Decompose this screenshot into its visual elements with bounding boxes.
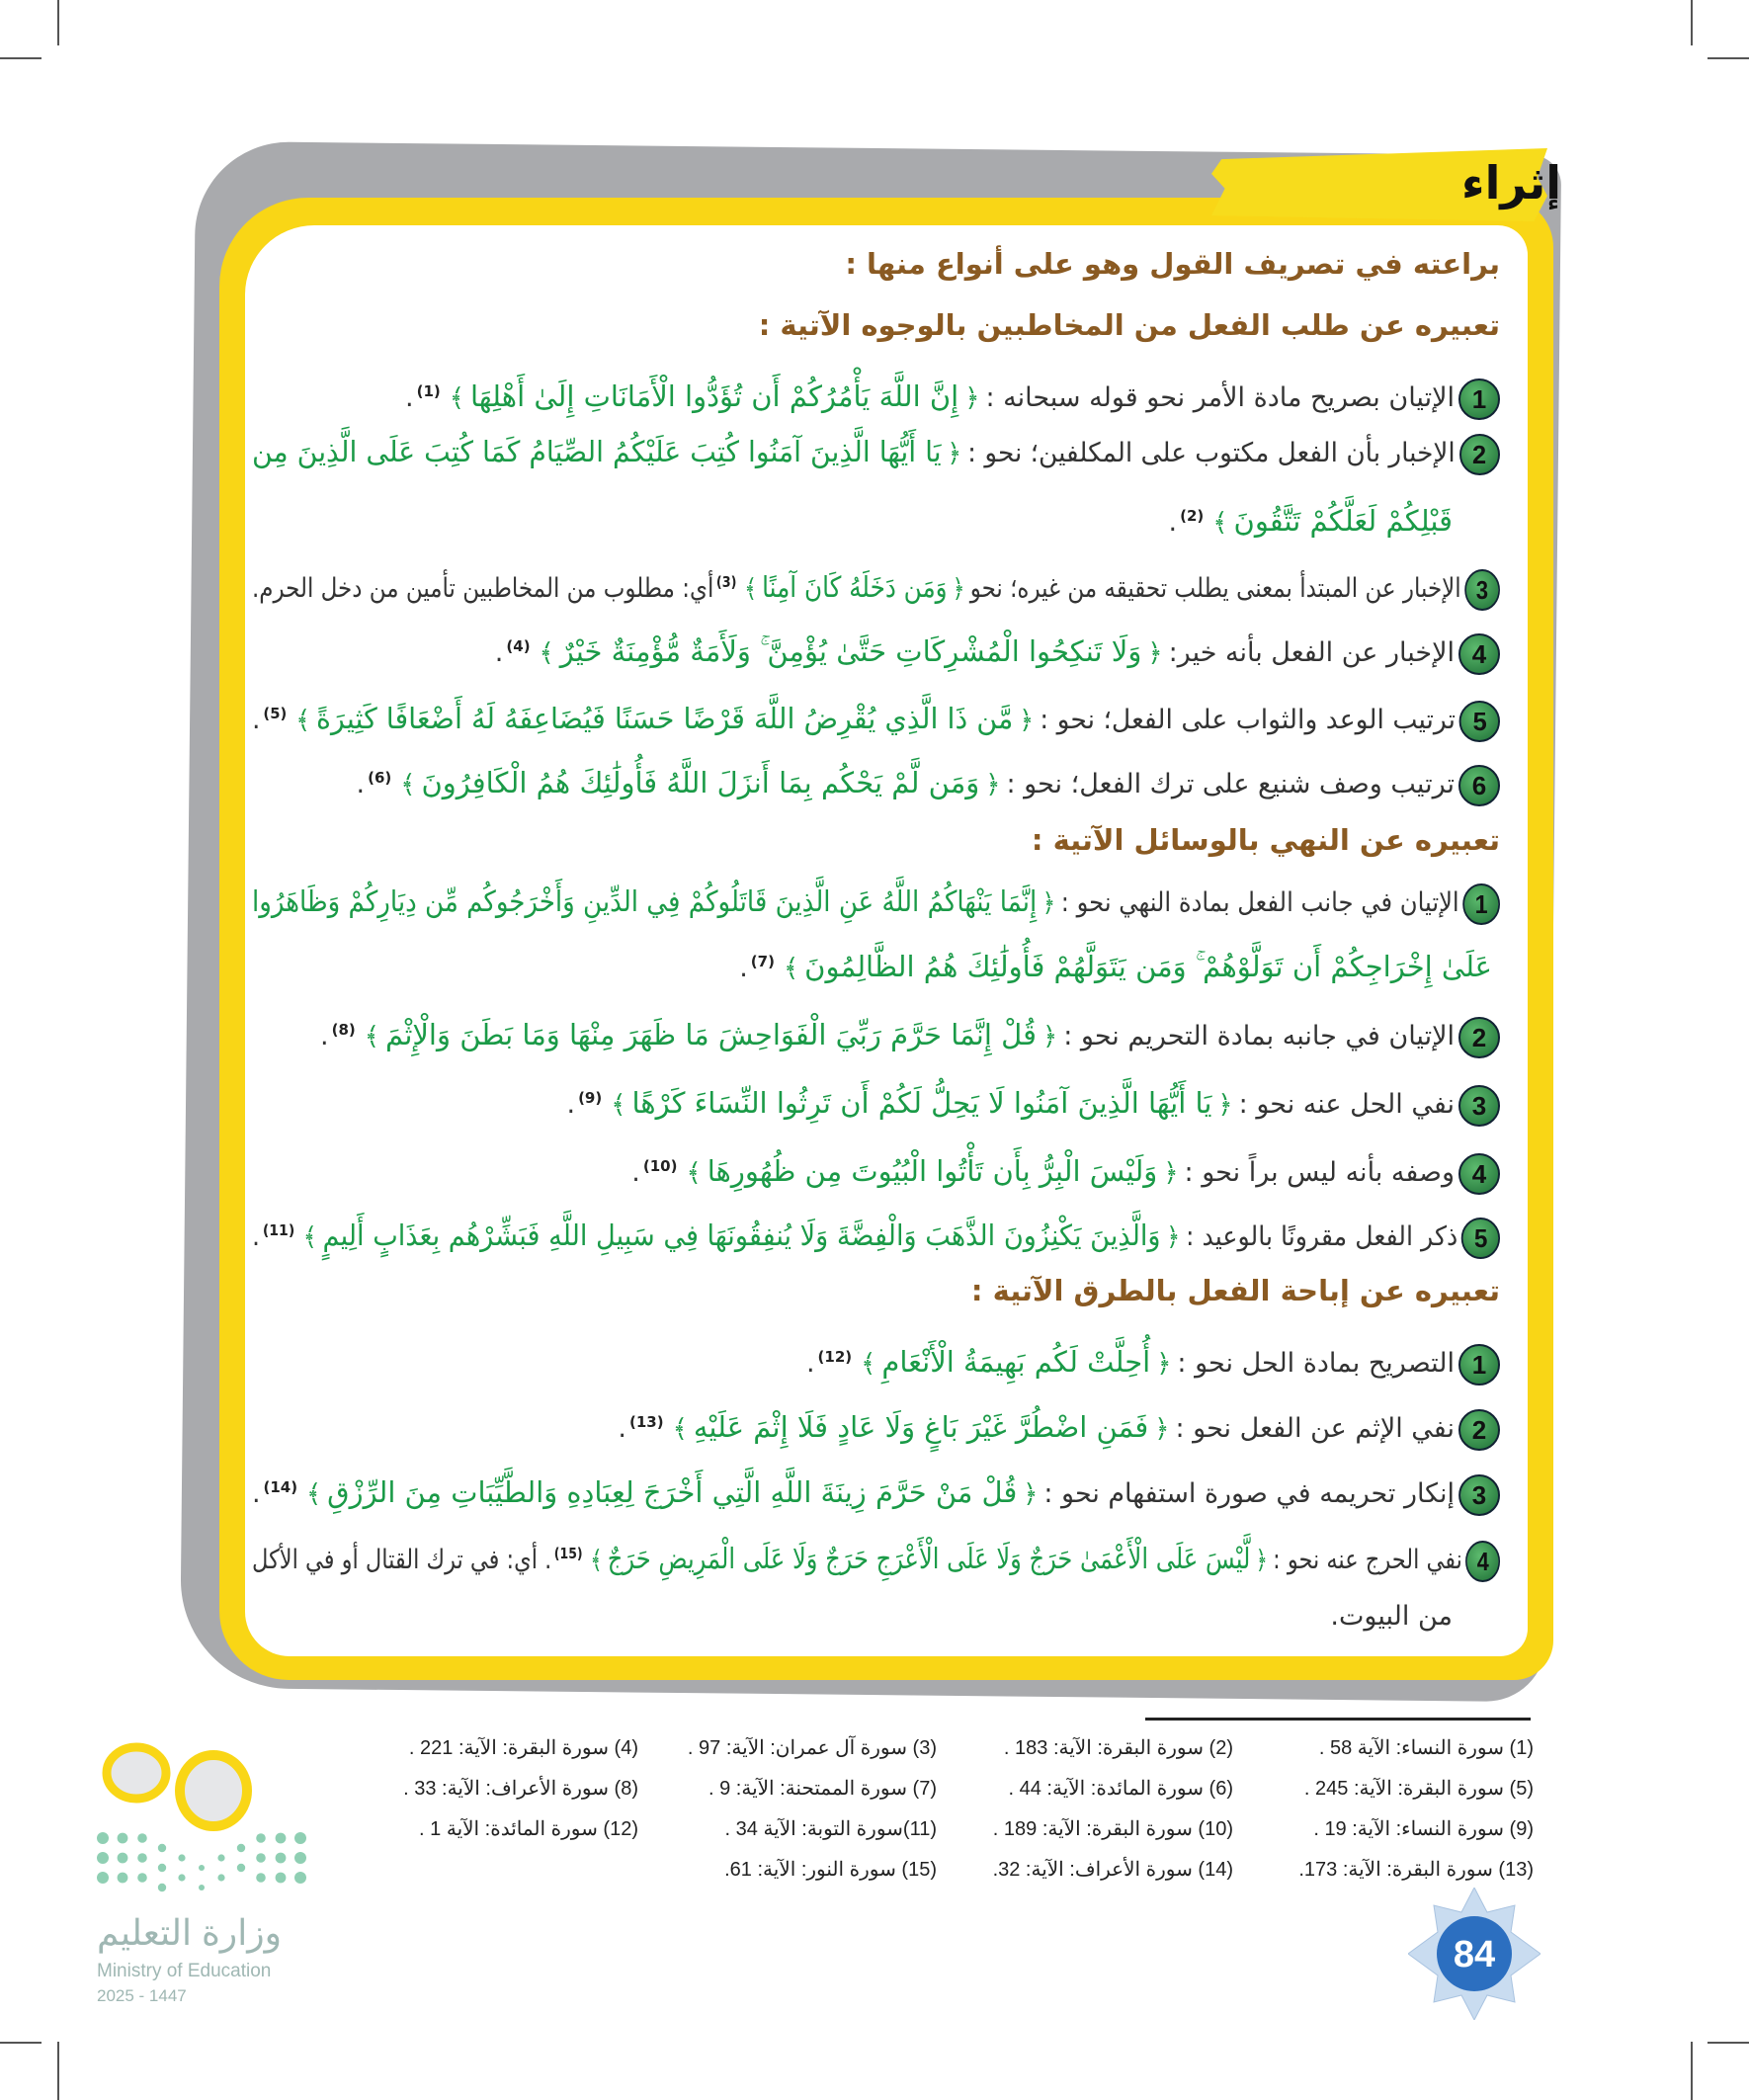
logo-dot [276, 1873, 287, 1884]
list-item [252, 690, 1500, 737]
crop-mark [0, 57, 42, 59]
logo-dot [294, 1852, 306, 1864]
quran-verse: قُلْ إِنَّمَا حَرَّمَ رَبِّيَ الْفَوَاحِشَ مَا ظَهَرَ مِنْهَا وَمَا بَطَنَ وَالْإِثْمَ [385, 1018, 1037, 1051]
footnote-ref: (2) [1180, 507, 1205, 525]
item-text: الإخبار بأن الفعل مكتوب على المكلفين؛ نحو : [967, 438, 1457, 468]
footnote-item: (1) سورة النساء: الآية 58 . [1318, 1737, 1534, 1759]
ministry-name-arabic: وزارة التعليم [97, 1912, 282, 1953]
item-number-badge: 2 [1458, 1409, 1500, 1451]
logo-dot [276, 1853, 287, 1864]
item-number-badge: 3 [1458, 1474, 1500, 1516]
verse-close-bracket: ﴾ [686, 1158, 702, 1188]
item-suffix: . [356, 769, 366, 799]
crop-mark [57, 2042, 59, 2100]
item-text: الإتيان في جانبه بمادة التحريم نحو : [1063, 1021, 1455, 1051]
list-item [618, 1398, 1500, 1446]
footnote-ref: (11) [262, 1221, 294, 1239]
logo-dot [256, 1833, 266, 1843]
item-suffix: . [618, 1413, 626, 1444]
list-item [495, 623, 1500, 670]
item-suffix: . [320, 1021, 329, 1051]
logo-dot [97, 1872, 109, 1884]
item-text: ترتيب وصف شنيع على ترك الفعل؛ نحو : [1006, 769, 1455, 799]
footnote-ref: (12) [817, 1348, 853, 1366]
verse-close-bracket: ﴾ [744, 574, 758, 604]
item-text: الإخبار عن المبتدأ بمعنى يطلب تحقيقه من غيره؛ نحو [969, 573, 1461, 604]
verse-close-bracket: ﴾ [294, 706, 310, 735]
logo-dot [237, 1864, 245, 1872]
item-suffix: . [404, 382, 414, 413]
logo-dot [97, 1832, 109, 1844]
verse-open-bracket: ﴿ [1163, 1158, 1179, 1188]
verse-open-bracket: ﴿ [1217, 1090, 1233, 1120]
item-number-badge: 6 [1458, 765, 1500, 806]
verse-close-bracket: ﴾ [611, 1090, 626, 1120]
footnote-ref: (15) [553, 1545, 583, 1562]
logo-dot [237, 1844, 245, 1852]
quran-verse: أُحِلَّتْ لَكُم بَهِيمَةُ الْأَنْعَامِ [881, 1345, 1151, 1379]
verse-open-bracket: ﴿ [952, 574, 965, 604]
crop-mark [1707, 57, 1749, 59]
footnote-ref: (13) [628, 1413, 664, 1431]
quran-verse-continuation: قَبْلِكُمْ لَعَلَّكُمْ تَتَّقُونَ [1233, 504, 1453, 538]
quran-verse: وَمَن دَخَلَهُ كَانَ آمِنًا [762, 570, 948, 604]
quran-verse: قُلْ مَنْ حَرَّمَ زِينَةَ اللَّهِ الَّتِي أَخْرَجَ لِعِبَادِهِ وَالطَّيِّبَاتِ مِنَ الرِّزْقِ [327, 1475, 1018, 1509]
quran-verse-continuation: عَلَىٰ إِخْرَاجِكُمْ أَن تَوَلَّوْهُمْ ۚ وَمَن يَتَوَلَّهُمْ فَأُولَٰئِكَ هُمُ الظَّالِمُونَ [804, 950, 1492, 983]
verse-open-bracket: ﴿ [947, 439, 962, 468]
footnote-item: (7) سورة الممتحنة: الآية: 9 . [708, 1778, 937, 1800]
ministry-name-english: Ministry of Education [97, 1961, 272, 1981]
item-suffix: أي: مطلوب من المخاطبين تأمين من دخل الحرم. [252, 573, 714, 604]
verse-open-bracket: ﴿ [985, 770, 1001, 799]
footnote-ref: (3) [716, 573, 737, 591]
list-item-continuation [1330, 1593, 1453, 1640]
item-text: نفي الحرج عنه نحو : [1272, 1545, 1462, 1575]
footnote-ref: (7) [750, 953, 775, 970]
logo-dot [137, 1833, 147, 1843]
logo-dot [137, 1853, 147, 1863]
item-text: وصفه بأنه ليس براً نحو : [1184, 1157, 1455, 1188]
item-suffix: . أي: في ترك القتال أو في الأكل [251, 1545, 552, 1575]
verse-close-bracket: ﴾ [539, 638, 554, 668]
verse-close-bracket: ﴾ [302, 1222, 317, 1252]
logo-dot [199, 1865, 205, 1871]
crop-mark [1691, 0, 1693, 45]
verse-open-bracket: ﴿ [1041, 1022, 1058, 1051]
list-item [252, 1464, 1500, 1511]
list-item [252, 1530, 1500, 1577]
quran-verse: مَّن ذَا الَّذِي يُقْرِضُ اللَّهَ قَرْضًا حَسَنًا فَيُضَاعِفَهُ لَهُ أَضْعَافًا كَثِيرَةً [315, 702, 1013, 735]
item-text: الإتيان في جانب الفعل بمادة النهي نحو : [1060, 887, 1459, 918]
footnote-item: (6) سورة المائدة: الآية: 44 . [1008, 1778, 1233, 1800]
item-text: ترتيب الوعد والثواب على الفعل؛ نحو : [1039, 705, 1456, 735]
item-text: التصريح بمادة الحل نحو : [1177, 1348, 1455, 1379]
crop-mark [0, 2042, 42, 2044]
item-suffix: . [805, 1348, 815, 1379]
quran-verse: وَالَّذِينَ يَكْنِزُونَ الذَّهَبَ وَالْفِضَّةَ وَلَا يُنفِقُونَهَا فِي سَبِيلِ اللَّهِ فَبَشِّرْهُم بِعَذَابٍ أَلِيمٍ [322, 1218, 1161, 1252]
footnote-item: (12) سورة المائدة: الآية 1 . [419, 1818, 638, 1840]
footnote-ref: (8) [331, 1021, 356, 1039]
logo-dot [97, 1852, 109, 1864]
logo-dot [294, 1832, 306, 1844]
item-number-badge: 1 [1458, 1344, 1500, 1386]
verse-open-bracket: ﴿ [1156, 1349, 1172, 1379]
footnote-ref: (1) [416, 382, 441, 400]
verse-close-bracket: ﴾ [672, 1414, 688, 1444]
page-number: 84 [1453, 1934, 1496, 1975]
crop-mark [57, 0, 59, 45]
footnote-ref: (4) [506, 637, 531, 655]
logo-dot [137, 1873, 147, 1883]
list-item [631, 1142, 1500, 1190]
item-suffix: . [251, 705, 261, 735]
footnote-item: (13) سورة البقرة: الآية: 173. [1298, 1859, 1534, 1881]
verse-close-bracket: ﴾ [364, 1022, 380, 1051]
academic-year: 2025 - 1447 [97, 1986, 187, 2005]
list-item [252, 558, 1500, 606]
logo-dot [217, 1874, 224, 1881]
list-item [320, 1006, 1500, 1053]
verse-open-bracket: ﴿ [1255, 1546, 1268, 1575]
quran-verse: لَّيْسَ عَلَى الْأَعْمَىٰ حَرَجٌ وَلَا عَلَى الْأَعْرَجِ حَرَجٌ وَلَا عَلَى الْمَرِيضِ حَرَجٌ [607, 1542, 1251, 1575]
list-item [566, 1074, 1500, 1122]
footnote-item: (4) سورة البقرة: الآية: 221 . [408, 1737, 638, 1759]
item-text: إنكار تحريمه في صورة استفهام نحو : [1043, 1478, 1456, 1509]
section-heading: تعبيره عن إباحة الفعل بالطرق الآتية : [970, 1274, 1500, 1307]
quran-verse: وَمَن لَّمْ يَحْكُم بِمَا أَنزَلَ اللَّهُ فَأُولَٰئِكَ هُمُ الْكَافِرُونَ [421, 766, 980, 799]
item-suffix: . [252, 1478, 261, 1509]
item-suffix: . [631, 1157, 640, 1188]
logo-dot [118, 1873, 128, 1884]
verse-open-bracket: ﴿ [1023, 1479, 1039, 1509]
verse-close-bracket: ﴾ [306, 1479, 322, 1509]
logo-dot [276, 1833, 287, 1844]
item-text: الإتيان بصريح مادة الأمر نحو قوله سبحانه : [985, 382, 1455, 413]
logo-dot [118, 1833, 128, 1844]
footnote-item: (14) سورة الأعراف: الآية: 32. [992, 1859, 1233, 1881]
quran-verse: إِنَّمَا يَنْهَاكُمُ اللَّهُ عَنِ الَّذِينَ قَاتَلُوكُمْ فِي الدِّينِ وَأَخْرَجُوكُم مِّن دِيَارِكُمْ وَظَاهَرُوا [251, 884, 1038, 918]
item-number-badge: 4 [1458, 633, 1500, 675]
footnote-item: (15) سورة النور: الآية: 61. [724, 1859, 937, 1881]
quran-verse: يَا أَيُّهَا الَّذِينَ آمَنُوا لَا يَحِلُّ لَكُمْ أَن تَرِثُوا النِّسَاءَ كَرْهًا [631, 1086, 1212, 1120]
logo-dot [158, 1864, 166, 1872]
footnote-ref: (9) [578, 1089, 603, 1107]
footnote-ref: (6) [368, 769, 392, 787]
list-item [357, 754, 1500, 801]
list-item [252, 878, 1500, 925]
quran-verse: وَلَيْسَ الْبِرُّ بِأَن تَأْتُوا الْبُيُوتَ مِن ظُهُورِهَا [707, 1154, 1158, 1188]
logo-dot [178, 1854, 185, 1861]
list-item [405, 368, 1500, 415]
verse-close-bracket: ﴾ [449, 383, 464, 413]
verse-close-bracket: ﴾ [783, 954, 799, 983]
item-suffix: . [494, 637, 504, 668]
verse-open-bracket: ﴿ [1147, 638, 1163, 668]
item-text-continuation: من البيوت. [1330, 1601, 1453, 1632]
footnote-ref: (14) [263, 1478, 298, 1496]
item-number-badge: 4 [1465, 1541, 1500, 1582]
footnote-item: (9) سورة النساء: الآية: 19 . [1313, 1818, 1534, 1840]
footnote-item: (3) سورة آل عمران: الآية: 97 . [687, 1737, 937, 1759]
crop-mark [1707, 2042, 1749, 2044]
item-number-badge: 2 [1459, 434, 1500, 475]
section-heading: تعبيره عن النهي بالوسائل الآتية : [1031, 823, 1500, 857]
verse-close-bracket: ﴾ [400, 770, 416, 799]
verse-close-bracket: ﴾ [1212, 508, 1228, 538]
footnote-divider [1145, 1718, 1531, 1721]
ministry-logo-icon [89, 1680, 326, 1907]
logo-dot [118, 1853, 128, 1864]
section-heading: تعبيره عن طلب الفعل من المخاطبين بالوجوه الآتية : [758, 308, 1500, 342]
crop-mark [1691, 2042, 1693, 2100]
logo-dot [256, 1873, 266, 1883]
footnote-item: (10) سورة البقرة: الآية: 189 . [992, 1818, 1233, 1840]
quran-verse: فَمَنِ اضْطُرَّ غَيْرَ بَاغٍ وَلَا عَادٍ فَلَا إِثْمَ عَلَيْهِ [693, 1410, 1149, 1444]
logo-dot [158, 1884, 166, 1891]
logo-dot [256, 1853, 266, 1863]
verse-open-bracket: ﴿ [1041, 888, 1056, 918]
footnote-item: (11)سورة التوبة: الآية 34 . [724, 1818, 937, 1840]
item-number-badge: 5 [1461, 1218, 1500, 1259]
item-number-badge: 4 [1458, 1153, 1500, 1195]
item-suffix: . [1168, 507, 1178, 538]
verse-close-bracket: ﴾ [589, 1546, 603, 1575]
intro-heading: براعته في تصريف القول وهو على أنواع منها : [845, 247, 1500, 281]
list-item-continuation [1169, 492, 1453, 540]
logo-dot [217, 1854, 224, 1861]
logo-dot [199, 1885, 205, 1890]
logo-dot [178, 1874, 185, 1881]
verse-open-bracket: ﴿ [1165, 1222, 1181, 1252]
item-number-badge: 1 [1462, 883, 1500, 925]
item-text: الإخبار عن الفعل بأنه خير: [1168, 637, 1455, 668]
item-number-badge: 1 [1458, 378, 1500, 420]
footnote-ref: (5) [263, 705, 287, 722]
footnote-item: (2) سورة البقرة: الآية: 183 . [1003, 1737, 1233, 1759]
verse-open-bracket: ﴿ [964, 383, 980, 413]
quran-verse: إِنَّ اللَّهَ يَأْمُرُكُمْ أَن تُؤَدُّوا الْأَمَانَاتِ إِلَىٰ أَهْلِهَا [469, 379, 959, 413]
footnote-item: (8) سورة الأعراف: الآية: 33 . [403, 1778, 638, 1800]
item-suffix: . [251, 1221, 260, 1252]
list-item [252, 1207, 1500, 1254]
item-number-badge: 5 [1459, 701, 1500, 742]
footnote-item: (5) سورة البقرة: الآية: 245 . [1303, 1778, 1534, 1800]
item-text: نفي الحل عنه نحو : [1238, 1089, 1455, 1120]
item-number-badge: 3 [1458, 1085, 1500, 1127]
item-number-badge: 2 [1458, 1017, 1500, 1058]
logo-dot [158, 1844, 166, 1852]
item-suffix: . [739, 953, 748, 983]
verse-open-bracket: ﴿ [1018, 706, 1034, 735]
enrichment-title: إثراء [1461, 156, 1561, 210]
list-item [252, 428, 1500, 475]
item-number-badge: 3 [1464, 569, 1500, 611]
list-item [806, 1333, 1500, 1381]
item-suffix: . [566, 1089, 576, 1120]
verse-open-bracket: ﴿ [1154, 1414, 1170, 1444]
logo-dot [294, 1872, 306, 1884]
item-text: نفي الإثم عن الفعل نحو : [1175, 1413, 1455, 1444]
footnote-ref: (10) [642, 1157, 678, 1175]
item-text: ذكر الفعل مقرونًا بالوعيد : [1185, 1221, 1458, 1252]
quran-verse: يَا أَيُّهَا الَّذِينَ آمَنُوا كُتِبَ عَلَيْكُمُ الصِّيَامُ كَمَا كُتِبَ عَلَى الَّذِينَ مِن [252, 435, 943, 468]
verse-close-bracket: ﴾ [861, 1349, 876, 1379]
list-item-continuation [739, 938, 1492, 985]
quran-verse: وَلَا تَنكِحُوا الْمُشْرِكَاتِ حَتَّىٰ يُؤْمِنَّ ۚ وَلَأَمَةٌ مُّؤْمِنَةٌ خَيْرٌ [559, 634, 1142, 668]
